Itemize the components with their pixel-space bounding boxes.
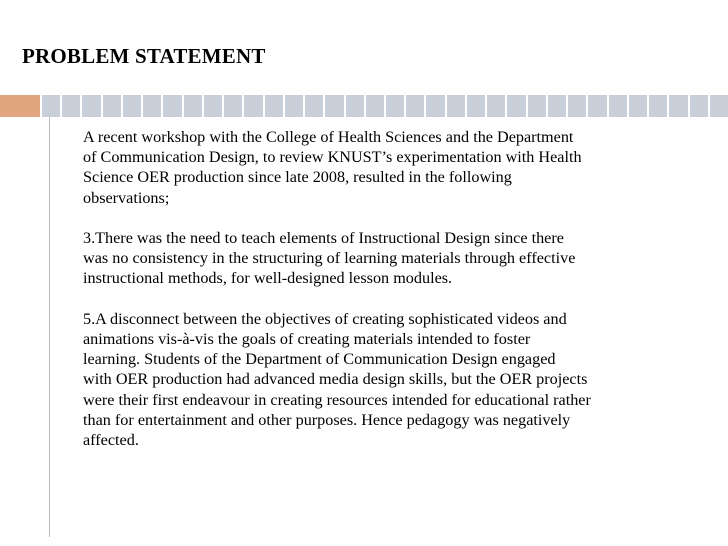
slide-body xyxy=(83,127,683,470)
rule-cell xyxy=(688,95,708,117)
rule-cell xyxy=(344,95,364,117)
rule-cell xyxy=(182,95,202,117)
rule-cell xyxy=(60,95,80,117)
rule-cell xyxy=(121,95,141,117)
rule-cell xyxy=(222,95,242,117)
rule-cell xyxy=(526,95,546,117)
rule-cell xyxy=(708,95,728,117)
rule-cell xyxy=(303,95,323,117)
rule-cell xyxy=(80,95,100,117)
rule-cell xyxy=(404,95,424,117)
rule-cell xyxy=(445,95,465,117)
rule-cell xyxy=(101,95,121,117)
rule-cell xyxy=(465,95,485,117)
rule-cell xyxy=(242,95,262,117)
title-rule-band xyxy=(40,95,728,117)
rule-cell xyxy=(161,95,181,117)
rule-cell xyxy=(627,95,647,117)
rule-cell xyxy=(40,95,60,117)
rule-cell xyxy=(283,95,303,117)
rule-cell xyxy=(323,95,343,117)
rule-cell xyxy=(546,95,566,117)
title-rule-accent xyxy=(0,95,40,117)
rule-cell xyxy=(485,95,505,117)
body-paragraph-point-5: 5.A disconnect between the objectives of creating sophisticated videos and animations vis-à-vis the goals of creating materials intended to foster learning. Students of the Department of Communication Design engaged with OER production had advanced media design skills, but the OER projects were their first endeavour in creating resources intended for educational rather than for entertainment and other purposes. Hence pedagogy was negatively affected. xyxy=(83,309,591,450)
slide-title: PROBLEM STATEMENT xyxy=(22,44,266,68)
body-paragraph-intro: A recent workshop with the College of Health Sciences and the Department of Communication Design, to review KNUST’s experimentation with Health Science OER production since late 2008, resulted in the following observations; xyxy=(83,128,582,207)
rule-cell xyxy=(384,95,404,117)
rule-cell xyxy=(263,95,283,117)
left-divider-line xyxy=(49,117,50,537)
rule-cell xyxy=(566,95,586,117)
rule-cell xyxy=(364,95,384,117)
body-paragraph-point-3: 3.There was the need to teach elements of Instructional Design since there was no consistency in the structuring of learning materials through effective instructional methods, for well-designed lesson modules. xyxy=(83,229,576,288)
rule-cell xyxy=(202,95,222,117)
rule-cell xyxy=(505,95,525,117)
rule-cell xyxy=(141,95,161,117)
rule-cell xyxy=(586,95,606,117)
rule-cell xyxy=(424,95,444,117)
rule-cell xyxy=(667,95,687,117)
rule-cell xyxy=(607,95,627,117)
rule-cell xyxy=(647,95,667,117)
